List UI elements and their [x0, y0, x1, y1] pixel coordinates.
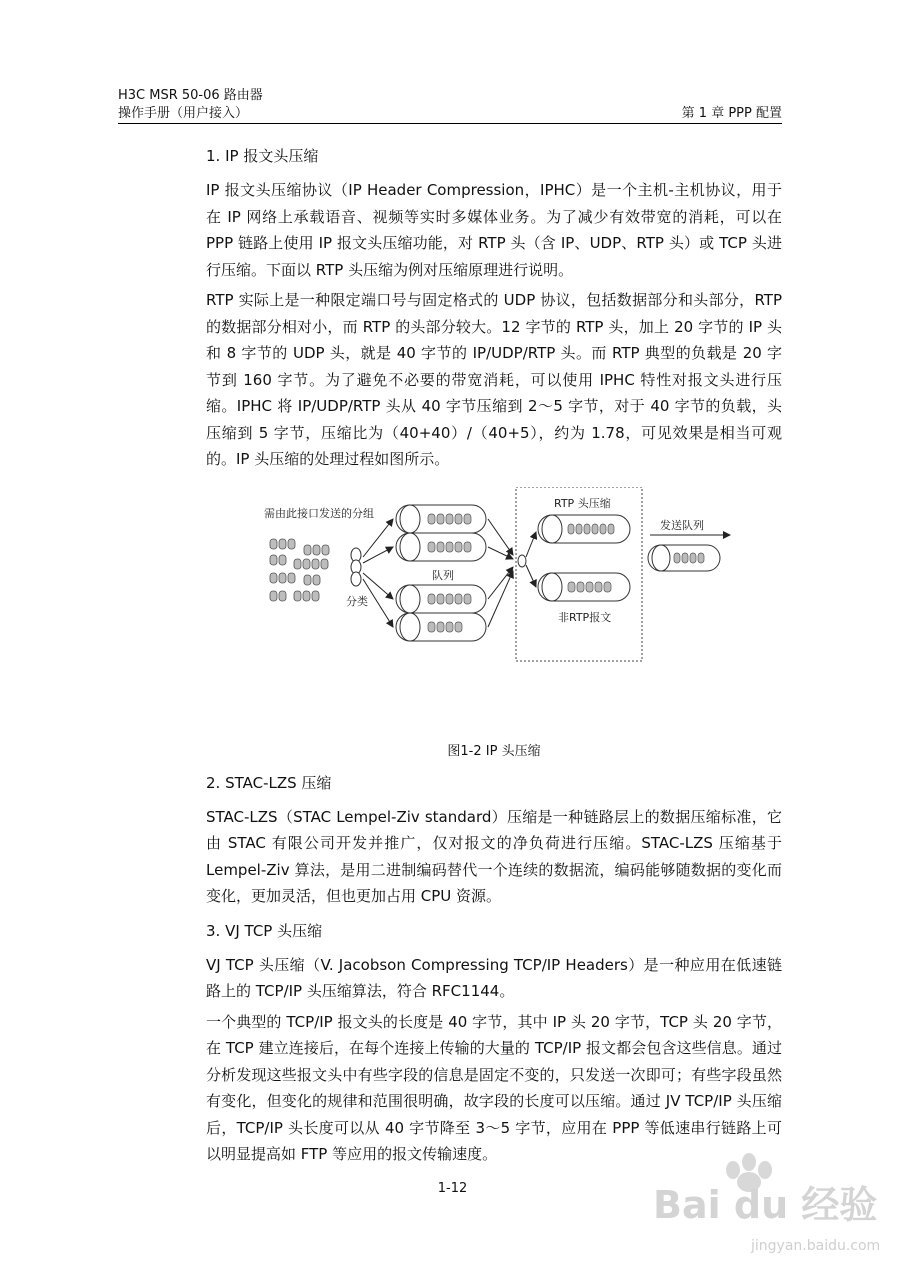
classifier-icon	[351, 548, 361, 586]
non-rtp-queue	[538, 573, 630, 601]
section-heading-3: 3. VJ TCP 头压缩	[206, 921, 323, 940]
watermark-url: jingyan.baidu.com	[751, 1238, 881, 1254]
doc-subtitle: 操作手册（用户接入）	[118, 106, 249, 121]
header-divider	[118, 123, 782, 124]
send-queue	[648, 545, 720, 571]
figure-caption: 图1-2 IP 头压缩	[447, 743, 541, 759]
label-packets: 需由此接口发送的分组	[264, 506, 374, 520]
figure-ip-header-compression	[206, 487, 782, 762]
section-heading-1: 1. IP 报文头压缩	[206, 147, 319, 165]
chapter-title: 第 1 章 PPP 配置	[681, 106, 782, 121]
watermark-brand: Bai du 经验	[653, 1183, 878, 1227]
label-classify: 分类	[346, 594, 368, 608]
paragraph: RTP 实际上是一种限定端口号与固定格式的 UDP 协议，包括数据部分和头部分，RTP 的数据部分相对小，而 RTP 的头部分较大。12 字节的 RTP 头，加上 20 字节的 IP 头和 8 字节的 UDP 头，就是 40 字节的 IP/UDP/RTP 头。而 RTP 典型的负载是 20 字节到 160 字节。为了避免不必要的带宽消耗，可以使用 IPHC 特性对报文头进行压缩。IPHC 将 IP/UDP/RTP 头从 40 字节压缩到 2～5 字节，对于 40 字节的负载，头压缩到 5 字节，压缩比为（40+40）/（40+5），约为 1.78，可见效果是相当可观的。IP 头压缩的处理过程如图所示。	[206, 291, 782, 468]
label-rtp: RTP 头压缩	[554, 496, 611, 510]
compressor-classifier-icon	[518, 555, 526, 567]
paragraph: STAC-LZS（STAC Lempel-Ziv standard）压缩是一种链路层上的数据压缩标准，它由 STAC 有限公司开发并推广，仅对报文的净负荷进行压缩。STAC-LZS 压缩基于 Lempel-Ziv 算法，是用二进制编码替代一个连续的数据流，编码能够随数据的变化而变化，更加灵活，但也更加占用 CPU 资源。	[206, 807, 782, 905]
label-send: 发送队列	[660, 518, 704, 532]
queue-4	[396, 613, 486, 641]
paragraph: 一个典型的 TCP/IP 报文头的长度是 40 字节，其中 IP 头 20 字节，TCP 头 20 字节，在 TCP 建立连接后，在每个连接上传输的大量的 TCP/IP 报文都会包含这些信息。通过分析发现这些报文头中有些字段的信息是固定不变的，只发送一次即可；有些字段虽然有变化，但变化的规律和范围很明确，故字段的长度可以压缩。通过 JV TCP/IP 头压缩后，TCP/IP 头长度可以从 40 字节降至 3～5 字节，应用在 PPP 等低速串行链路上可以明显提高如 FTP 等应用的报文传输速度。	[206, 1012, 782, 1163]
paragraph: VJ TCP 头压缩（V. Jacobson Compressing TCP/IP Headers）是一种应用在低速链路上的 TCP/IP 头压缩算法，符合 RFC1144。	[206, 955, 782, 1000]
doc-title: H3C MSR 50-06 路由器	[118, 88, 263, 103]
main-content	[206, 140, 782, 1168]
baidu-watermark	[643, 1148, 883, 1268]
iphc-diagram	[206, 487, 782, 727]
queue-1	[396, 505, 486, 533]
rtp-queue	[538, 515, 630, 543]
page-header	[118, 87, 782, 123]
queue-2	[396, 533, 486, 561]
incoming-packets	[270, 539, 329, 601]
section-heading-2: 2. STAC-LZS 压缩	[206, 773, 332, 792]
page-number: 1-12	[437, 1181, 468, 1196]
label-non-rtp: 非RTP报文	[558, 610, 612, 624]
paragraph: IP 报文头压缩协议（IP Header Compression，IPHC）是一个主机-主机协议，用于在 IP 网络上承载语音、视频等实时多媒体业务。为了减少有效带宽的消耗，可以在 PPP 链路上使用 IP 报文头压缩功能，对 RTP 头（含 IP、UDP、RTP 头）或 TCP 头进行压缩。下面以 RTP 头压缩为例对压缩原理进行说明。	[206, 181, 782, 279]
queue-3	[396, 585, 486, 613]
label-queue: 队列	[432, 568, 454, 582]
